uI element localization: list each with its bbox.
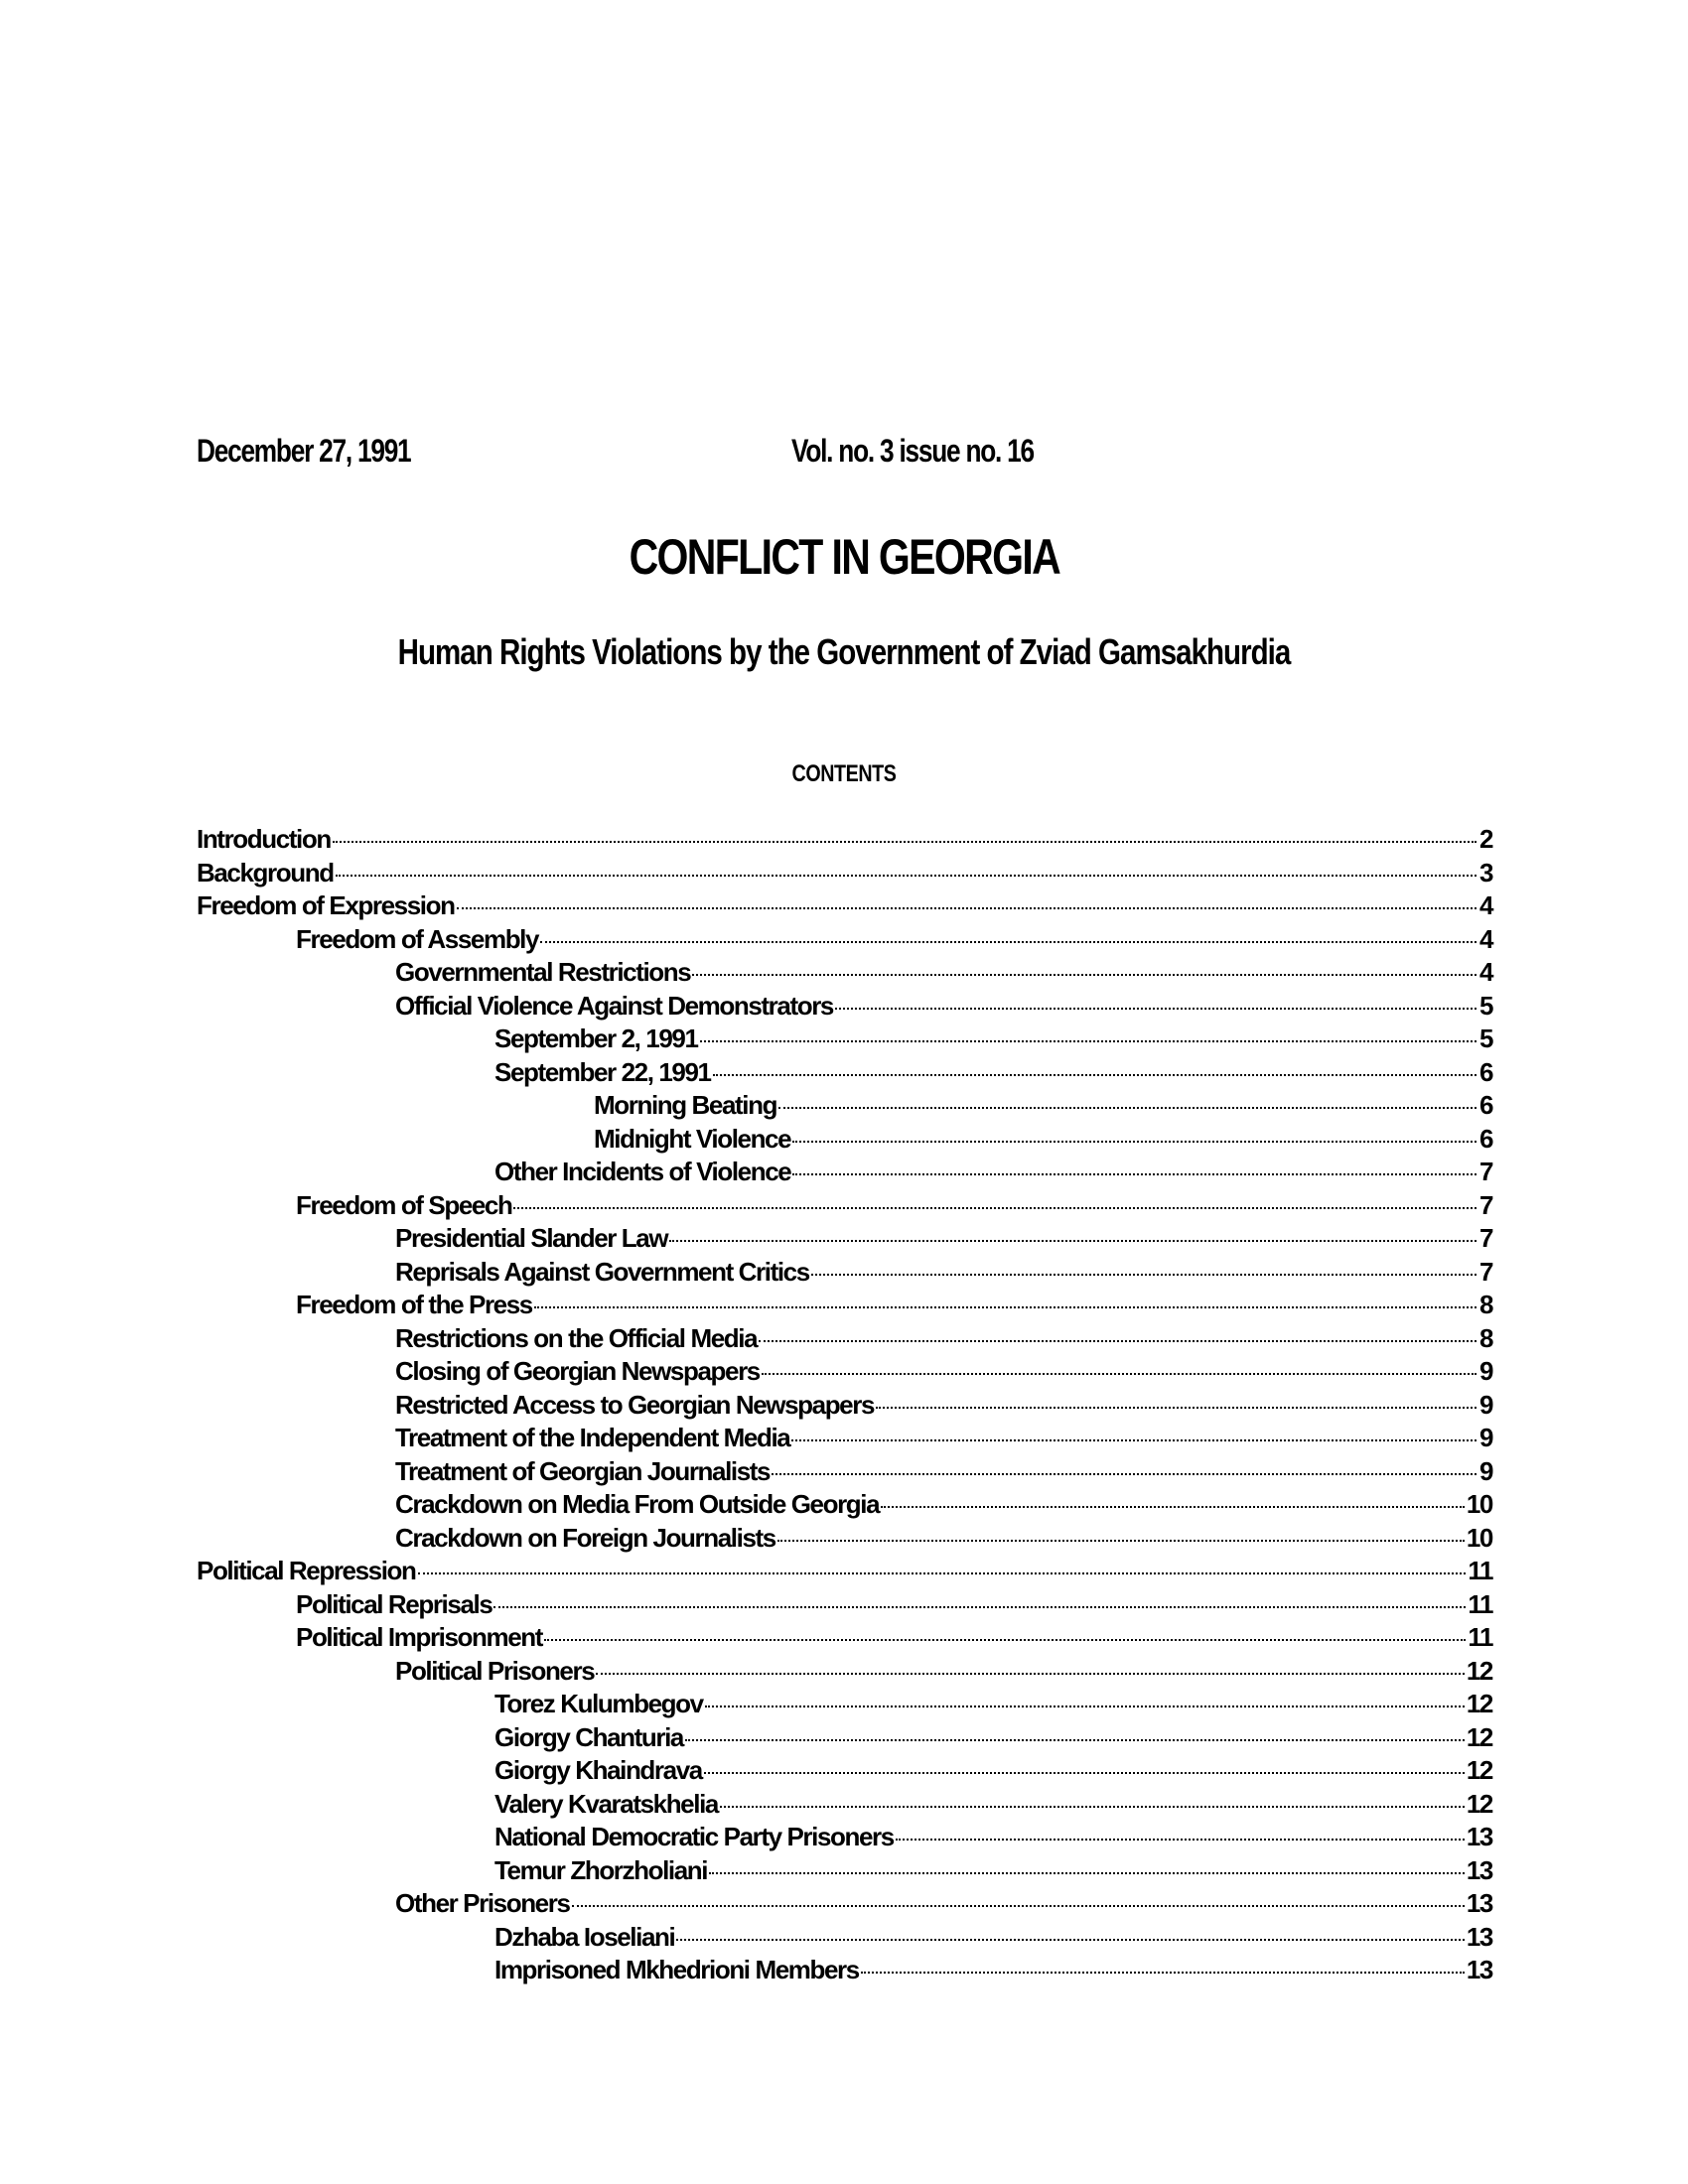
toc-entry-label: Presidential Slander Law — [395, 1223, 668, 1253]
toc-entry[interactable] — [197, 1656, 1492, 1690]
toc-dot-leader — [835, 1008, 1477, 1010]
toc-entry[interactable] — [197, 1489, 1492, 1523]
toc-entry-label: Temur Zhorzholiani — [494, 1854, 708, 1885]
toc-dot-leader — [704, 1772, 1465, 1774]
toc-dot-leader — [792, 1173, 1477, 1175]
toc-entry-page-number: 8 — [1478, 1290, 1492, 1319]
toc-dot-leader — [540, 941, 1477, 943]
toc-entry[interactable] — [197, 1589, 1492, 1623]
contents-heading — [0, 760, 1688, 788]
toc-entry[interactable] — [197, 1955, 1492, 1988]
toc-dot-leader — [778, 1107, 1477, 1109]
report-subtitle-text: Human Rights Violations by the Government of Zviad Gamsakhurdia — [397, 631, 1291, 672]
toc-dot-leader — [896, 1839, 1465, 1841]
toc-entry-label: Restricted Access to Georgian Newspapers — [395, 1389, 875, 1420]
toc-entry[interactable] — [197, 1390, 1492, 1424]
toc-entry-page-number: 4 — [1478, 890, 1492, 920]
toc-entry-label: Dzhaba Ioseliani — [494, 1921, 675, 1952]
toc-dot-leader — [713, 1074, 1477, 1076]
toc-entry-page-number: 4 — [1478, 923, 1492, 954]
toc-entry-label: Treatment of the Independent Media — [395, 1423, 790, 1452]
toc-entry-page-number: 7 — [1478, 1256, 1492, 1287]
toc-entry[interactable] — [197, 1855, 1492, 1889]
toc-entry-page-number: 2 — [1478, 824, 1492, 854]
toc-entry[interactable] — [197, 1523, 1492, 1557]
toc-entry-page-number: 7 — [1478, 1157, 1492, 1186]
toc-entry-label: Reprisals Against Government Critics — [395, 1256, 809, 1287]
toc-entry[interactable] — [197, 1456, 1492, 1490]
toc-dot-leader — [762, 1373, 1477, 1375]
issue-header — [197, 433, 1487, 473]
toc-entry-label: Restrictions on the Official Media — [395, 1322, 758, 1353]
toc-dot-leader — [572, 1905, 1465, 1907]
toc-entry[interactable] — [197, 1423, 1492, 1456]
toc-dot-leader — [772, 1473, 1477, 1475]
toc-dot-leader — [709, 1872, 1465, 1874]
toc-entry-label: September 22, 1991 — [494, 1056, 711, 1087]
toc-entry-label: Political Reprisals — [296, 1588, 492, 1619]
toc-dot-leader — [791, 1439, 1477, 1441]
toc-entry[interactable] — [197, 1090, 1492, 1124]
issue-date: December 27, 1991 — [197, 433, 411, 469]
toc-dot-leader — [720, 1806, 1465, 1808]
toc-entry-label: Political Imprisonment — [296, 1622, 543, 1652]
toc-entry[interactable] — [197, 1190, 1492, 1224]
toc-entry-label: Background — [197, 857, 334, 887]
toc-entry-label: Torez Kulumbegov — [494, 1689, 703, 1718]
toc-dot-leader — [493, 1606, 1466, 1608]
toc-entry-page-number: 10 — [1466, 1522, 1492, 1553]
toc-entry-label: National Democratic Party Prisoners — [494, 1822, 894, 1851]
toc-entry-label: Crackdown on Media From Outside Georgia — [395, 1489, 880, 1519]
toc-entry-page-number: 12 — [1466, 1755, 1492, 1785]
toc-dot-leader — [457, 907, 1477, 909]
toc-entry-page-number: 12 — [1466, 1721, 1492, 1752]
toc-dot-leader — [759, 1340, 1477, 1342]
toc-entry-label: Freedom of Assembly — [296, 923, 539, 954]
report-title-text: CONFLICT IN GEORGIA — [629, 529, 1059, 585]
toc-dot-leader — [544, 1639, 1466, 1641]
toc-dot-leader — [333, 841, 1477, 843]
toc-entry[interactable] — [197, 1822, 1492, 1855]
toc-entry[interactable] — [197, 924, 1492, 958]
toc-entry[interactable] — [197, 1356, 1492, 1390]
toc-dot-leader — [336, 875, 1477, 877]
toc-entry[interactable] — [197, 1789, 1492, 1823]
toc-entry[interactable] — [197, 1057, 1492, 1091]
toc-dot-leader — [534, 1306, 1477, 1308]
toc-entry-label: Freedom of Expression — [197, 890, 455, 920]
toc-entry[interactable] — [197, 1024, 1492, 1057]
toc-entry-page-number: 6 — [1478, 1056, 1492, 1087]
toc-entry-label: September 2, 1991 — [494, 1024, 698, 1053]
toc-entry[interactable] — [197, 1922, 1492, 1956]
toc-dot-leader — [792, 1141, 1477, 1143]
toc-dot-leader — [777, 1540, 1465, 1542]
toc-dot-leader — [596, 1673, 1465, 1675]
toc-dot-leader — [676, 1939, 1465, 1941]
toc-entry-label: Other Prisoners — [395, 1888, 570, 1918]
toc-dot-leader — [513, 1207, 1477, 1209]
toc-entry-label: Imprisoned Mkhedrioni Members — [494, 1955, 859, 1984]
toc-dot-leader — [418, 1572, 1467, 1574]
toc-dot-leader — [881, 1506, 1465, 1508]
toc-entry[interactable] — [197, 824, 1492, 858]
toc-dot-leader — [705, 1706, 1465, 1707]
toc-entry[interactable] — [197, 1290, 1492, 1323]
issue-volume: Vol. no. 3 issue no. 16 — [791, 433, 1034, 469]
toc-entry-label: Political Repression — [197, 1556, 416, 1585]
report-title — [0, 528, 1688, 586]
toc-entry-page-number: 6 — [1478, 1123, 1492, 1154]
toc-entry-page-number: 12 — [1466, 1689, 1492, 1718]
report-subtitle — [0, 631, 1688, 673]
toc-entry-page-number: 5 — [1478, 990, 1492, 1021]
toc-entry-page-number: 13 — [1466, 1921, 1492, 1952]
toc-entry-label: Treatment of Georgian Journalists — [395, 1455, 771, 1486]
toc-entry-page-number: 11 — [1468, 1556, 1492, 1585]
toc-entry-page-number: 11 — [1468, 1588, 1492, 1619]
toc-dot-leader — [692, 974, 1477, 976]
toc-entry-label: Other Incidents of Violence — [494, 1157, 791, 1186]
toc-entry-label: Official Violence Against Demonstrators — [395, 990, 833, 1021]
toc-entry-page-number: 13 — [1466, 1822, 1492, 1851]
toc-entry[interactable] — [197, 1124, 1492, 1158]
toc-entry-label: Giorgy Khaindrava — [494, 1755, 702, 1785]
toc-entry-label: Crackdown on Foreign Journalists — [395, 1522, 775, 1553]
toc-entry-label: Governmental Restrictions — [395, 957, 691, 987]
toc-entry[interactable] — [197, 1722, 1492, 1756]
toc-entry-label: Closing of Georgian Newspapers — [395, 1356, 760, 1386]
toc-entry-page-number: 13 — [1466, 1854, 1492, 1885]
toc-entry[interactable] — [197, 1622, 1492, 1656]
toc-entry[interactable] — [197, 1323, 1492, 1357]
toc-entry[interactable] — [197, 1223, 1492, 1257]
toc-entry[interactable] — [197, 1556, 1492, 1589]
toc-dot-leader — [685, 1739, 1465, 1741]
toc-entry-label: Midnight Violence — [594, 1123, 791, 1154]
toc-entry-page-number: 3 — [1478, 857, 1492, 887]
toc-entry-page-number: 9 — [1478, 1455, 1492, 1486]
contents-heading-text: CONTENTS — [791, 760, 897, 787]
toc-entry-label: Valery Kvaratskhelia — [494, 1788, 718, 1819]
toc-dot-leader — [811, 1274, 1477, 1276]
toc-dot-leader — [669, 1240, 1477, 1242]
toc-entry-label: Freedom of Speech — [296, 1189, 512, 1220]
toc-dot-leader — [876, 1407, 1477, 1409]
toc-entry[interactable] — [197, 957, 1492, 991]
toc-entry-label: Introduction — [197, 824, 331, 854]
toc-entry-page-number: 13 — [1466, 1888, 1492, 1918]
toc-entry-page-number: 13 — [1466, 1955, 1492, 1984]
toc-entry-page-number: 7 — [1478, 1189, 1492, 1220]
toc-entry-page-number: 4 — [1478, 957, 1492, 987]
toc-entry-page-number: 10 — [1466, 1489, 1492, 1519]
toc-entry[interactable] — [197, 890, 1492, 924]
toc-entry-page-number: 9 — [1478, 1356, 1492, 1386]
toc-entry-page-number: 11 — [1468, 1622, 1492, 1652]
toc-entry-label: Freedom of the Press — [296, 1290, 532, 1319]
toc-entry-label: Morning Beating — [594, 1090, 777, 1120]
toc-entry[interactable] — [197, 858, 1492, 891]
toc-entry-page-number: 8 — [1478, 1322, 1492, 1353]
toc-entry-label: Political Prisoners — [395, 1655, 595, 1686]
toc-entry-page-number: 12 — [1466, 1655, 1492, 1686]
toc-entry[interactable] — [197, 1888, 1492, 1922]
toc-entry[interactable] — [197, 1257, 1492, 1291]
toc-entry[interactable] — [197, 991, 1492, 1024]
toc-entry[interactable] — [197, 1689, 1492, 1722]
toc-dot-leader — [861, 1972, 1465, 1974]
toc-entry-page-number: 9 — [1478, 1389, 1492, 1420]
toc-entry-page-number: 6 — [1478, 1090, 1492, 1120]
toc-entry-page-number: 5 — [1478, 1024, 1492, 1053]
toc-entry[interactable] — [197, 1755, 1492, 1789]
toc-entry[interactable] — [197, 1157, 1492, 1190]
toc-entry-page-number: 12 — [1466, 1788, 1492, 1819]
toc-entry-label: Giorgy Chanturia — [494, 1721, 683, 1752]
toc-entry-page-number: 7 — [1478, 1223, 1492, 1253]
toc-dot-leader — [700, 1040, 1477, 1042]
table-of-contents — [197, 824, 1492, 1988]
toc-entry-page-number: 9 — [1478, 1423, 1492, 1452]
